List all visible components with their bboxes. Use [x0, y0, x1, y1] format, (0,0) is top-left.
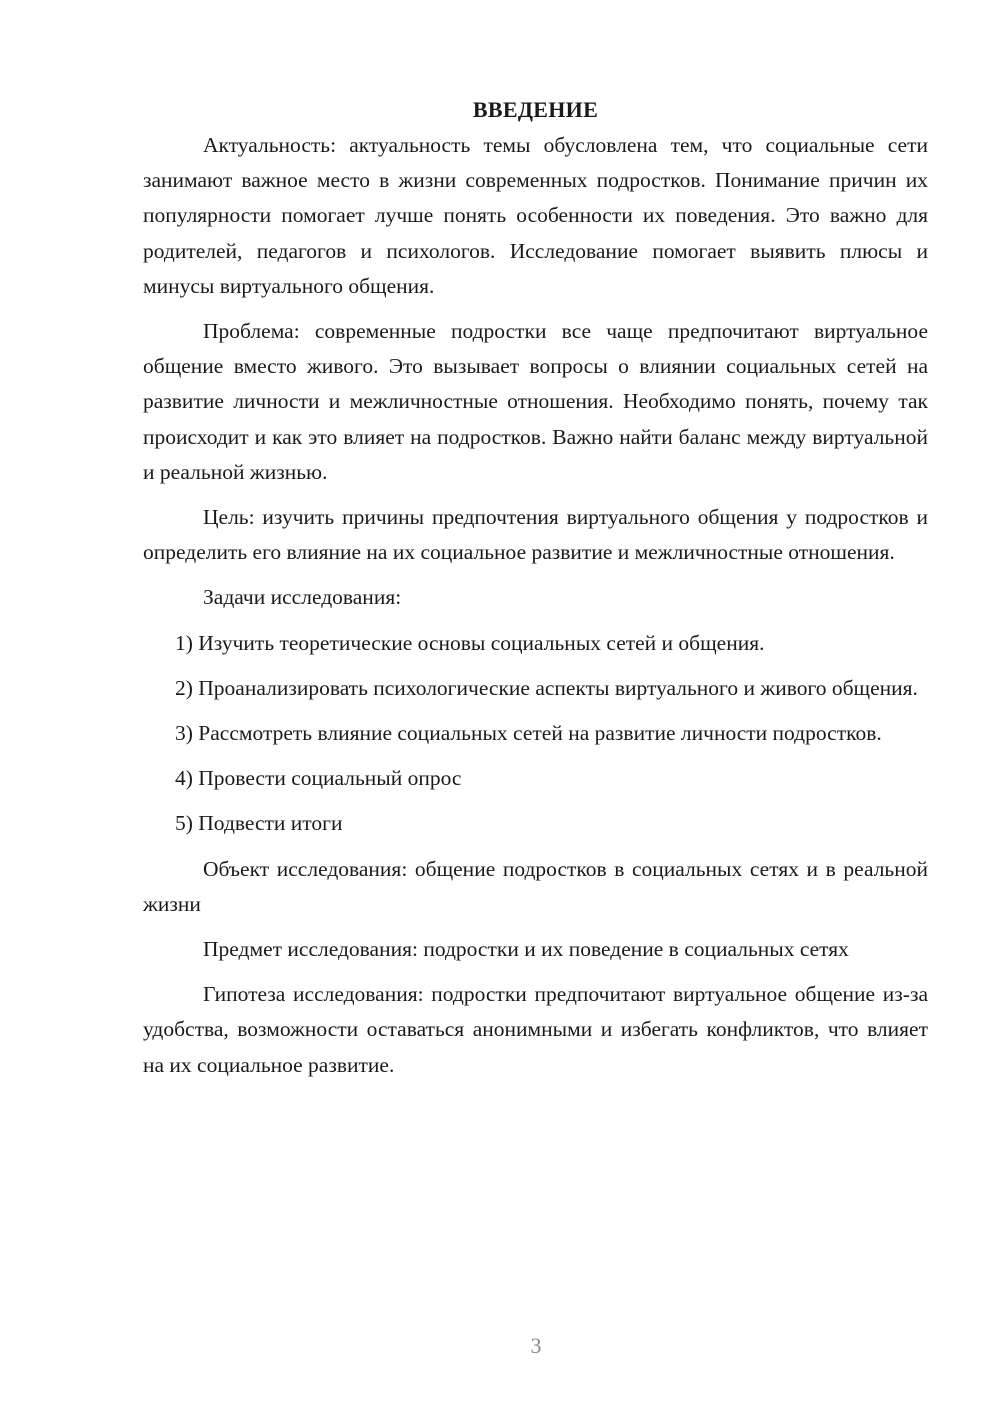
task-item: 1) Изучить теоретические основы социальных сетей и общения. — [175, 630, 765, 655]
paragraph-subject: Предмет исследования: подростки и их поведение в социальных сетях — [203, 937, 849, 962]
paragraph-goal: Цель: изучить причины предпочтения виртуального общения у подростков и определить его влияние на их социальное развитие и межличностные отношения. — [143, 505, 928, 565]
paragraph-hypothesis: Гипотеза исследования: подростки предпочитают виртуальное общение из-за удобства, возможности оставаться анонимными и избегать конфликтов, что влияет на их социальное развитие. — [143, 982, 928, 1077]
paragraph-relevance: Актуальность: актуальность темы обусловлена тем, что социальные сети занимают важное место в жизни современных подростков. Понимание причин их популярности помогает лучше понять особенности их поведения. Это важно для родителей, педагогов и психологов. Исследование помогает выявить плюсы и минусы виртуального общения. — [143, 133, 928, 298]
task-item: 5) Подвести итоги — [175, 811, 343, 836]
paragraph-object: Объект исследования: общение подростков в социальных сетях и в реальной жизни — [143, 856, 928, 916]
section-title: ВВЕДЕНИЕ — [472, 97, 599, 122]
paragraph-tasks-heading: Задачи исследования: — [203, 585, 402, 610]
document-page — [143, 92, 928, 1093]
task-item: 2) Проанализировать психологические аспекты виртуального и живого общения. — [175, 675, 918, 700]
page-number: 3 — [530, 1333, 542, 1358]
task-item: 4) Провести социальный опрос — [175, 766, 462, 791]
paragraph-problem: Проблема: современные подростки все чаще предпочитают виртуальное общение вместо живого. Это вызывает вопросы о влиянии социальных сетей на развитие личности и межличностные отношения. Необходимо понять, почему так происходит и как это влияет на подростков. Важно найти баланс между виртуальной и реальной жизнью. — [143, 319, 928, 484]
task-item: 3) Рассмотреть влияние социальных сетей на развитие личности подростков. — [175, 721, 882, 746]
